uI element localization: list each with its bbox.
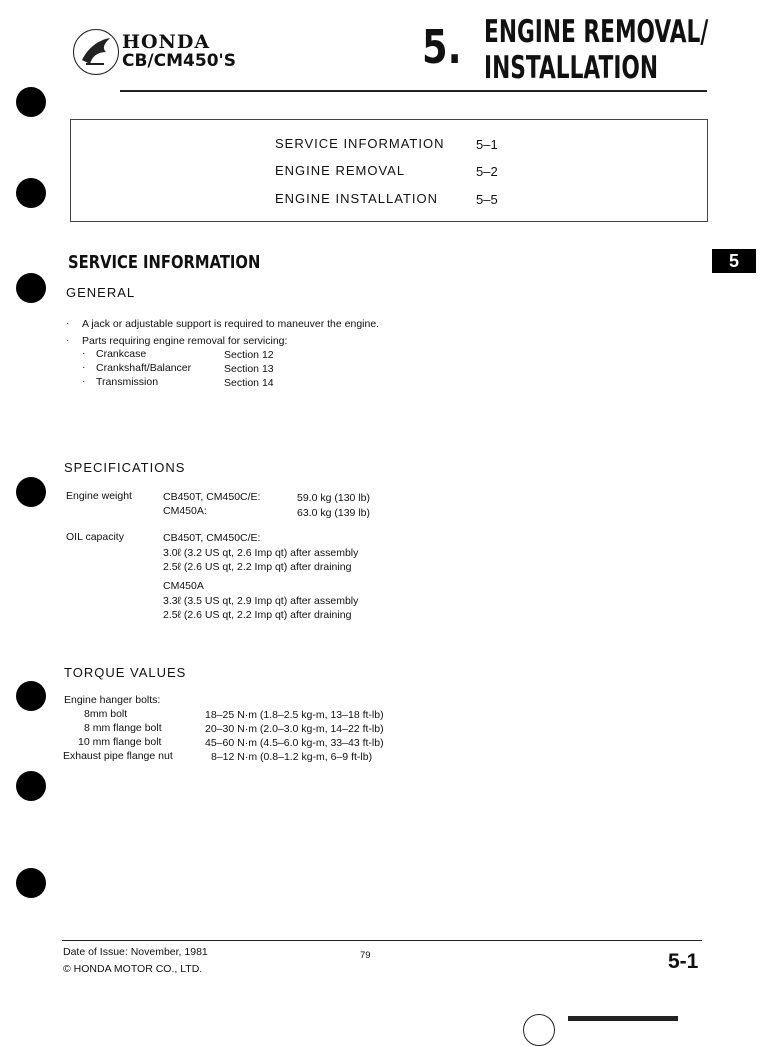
engine-weight-model: CM450A: <box>163 505 207 517</box>
oil-model: CB450T, CM450C/E: <box>163 532 261 544</box>
oil-capacity-line: 3.3ℓ (3.5 US qt, 2.9 Imp qt) after assembly <box>163 595 359 607</box>
bullet-mark: · <box>82 375 86 387</box>
torque-value: 8–12 N·m (0.8–1.2 kg-m, 6–9 ft-lb) <box>211 751 373 763</box>
part-name: Crankshaft/Balancer <box>96 362 192 374</box>
sheet-number: 79 <box>360 950 371 961</box>
bullet-mark: · <box>66 317 70 329</box>
specifications-heading: SPECIFICATIONS <box>64 460 186 475</box>
copyright: © HONDA MOTOR CO., LTD. <box>63 963 203 975</box>
toc-item-label: ENGINE INSTALLATION <box>275 191 438 206</box>
torque-value: 45–60 N·m (4.5–6.0 kg-m, 33–43 ft-lb) <box>205 737 384 749</box>
bullet-mark: · <box>82 361 86 373</box>
part-section: Section 14 <box>224 377 274 389</box>
torque-item: 8mm bolt <box>84 708 128 720</box>
general-bullet-parts: Parts requiring engine removal for servicing: <box>82 335 288 347</box>
part-section: Section 13 <box>224 363 274 375</box>
binder-hole <box>16 477 46 507</box>
engine-weight-model: CB450T, CM450C/E: <box>163 491 261 503</box>
section-tab: 5 <box>712 249 756 273</box>
chapter-number: 5. <box>422 20 462 74</box>
torque-value: 18–25 N·m (1.8–2.5 kg-m, 13–18 ft-lb) <box>205 709 384 721</box>
toc-item-label: ENGINE REMOVAL <box>275 163 406 178</box>
honda-logo-fragment-icon <box>523 1014 555 1046</box>
toc-item-label: SERVICE INFORMATION <box>275 136 445 151</box>
torque-value: 20–30 N·m (2.0–3.0 kg-m, 14–22 ft-lb) <box>205 723 384 735</box>
binder-hole <box>16 681 46 711</box>
general-heading: GENERAL <box>66 285 136 300</box>
bullet-mark: · <box>66 334 70 346</box>
torque-item: Exhaust pipe flange nut <box>63 750 173 762</box>
torque-item: 8 mm flange bolt <box>84 722 162 734</box>
oil-capacity-line: 3.0ℓ (3.2 US qt, 2.6 Imp qt) after assembly <box>163 547 359 559</box>
binder-hole <box>16 87 46 117</box>
part-section: Section 12 <box>224 349 274 361</box>
model-name: CB/CM450'S <box>122 51 236 71</box>
oil-capacity-label: OIL capacity <box>66 531 124 543</box>
general-bullet-jack: A jack or adjustable support is required to maneuver the engine. <box>82 318 380 330</box>
engine-weight-value: 59.0 kg (130 lb) <box>297 492 370 504</box>
section-title: SERVICE INFORMATION <box>68 252 261 273</box>
part-name: Crankcase <box>96 348 147 360</box>
issue-date: Date of Issue: November, 1981 <box>63 946 208 958</box>
torque-item: 10 mm flange bolt <box>78 736 162 748</box>
page-number: 5-1 <box>668 950 699 973</box>
oil-capacity-line: 2.5ℓ (2.6 US qt, 2.2 Imp qt) after draining <box>163 561 352 573</box>
footer-rule <box>62 940 702 941</box>
torque-intro: Engine hanger bolts: <box>64 694 161 706</box>
toc-item-page: 5–5 <box>476 192 498 207</box>
chapter-title-line1: ENGINE REMOVAL/ <box>484 14 709 50</box>
binder-hole <box>16 868 46 898</box>
toc-item-page: 5–1 <box>476 137 498 152</box>
brand-name: HONDA <box>122 31 211 53</box>
toc-item-page: 5–2 <box>476 164 498 179</box>
header-rule <box>120 90 707 92</box>
torque-heading: TORQUE VALUES <box>64 665 187 680</box>
chapter-title-line2: INSTALLATION <box>484 50 659 86</box>
binder-hole <box>16 273 46 303</box>
honda-wordmark-fragment <box>568 1016 678 1033</box>
bullet-mark: · <box>82 347 86 359</box>
oil-model: CM450A <box>163 580 204 592</box>
engine-weight-value: 63.0 kg (139 lb) <box>297 507 370 519</box>
binder-hole <box>16 178 46 208</box>
engine-weight-label: Engine weight <box>66 490 132 502</box>
oil-capacity-line: 2.5ℓ (2.6 US qt, 2.2 Imp qt) after draining <box>163 609 352 621</box>
honda-wing-logo-icon <box>73 29 119 75</box>
binder-hole <box>16 771 46 801</box>
part-name: Transmission <box>96 376 159 388</box>
